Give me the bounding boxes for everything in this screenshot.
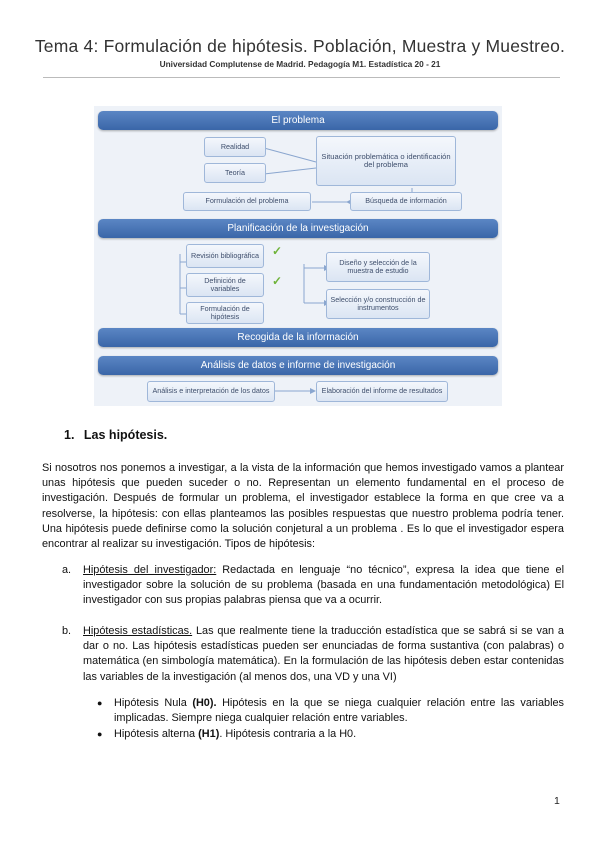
list-marker: b. bbox=[62, 625, 72, 637]
list-item-text: Las que realmente tiene la traducción estadística que se sabrá si se van a dar o no. Las hipótesis estadísticas pueden ser enunciadas de forma sustantiva (con palabras) o matemática (en simbología matemática). En la formulación de las hipótesis deben estar contenidas las variables de la investigación (al menos dos, una VD y una VI) bbox=[83, 625, 564, 683]
list-item-text: Redactada en lenguaje “no técnico”, expresa la idea que tiene el investigador sobre la solución de su problema (basada en una fundamentación metodológica) El investigador con sus propias palabras piensa que va a ocurrir. bbox=[83, 564, 565, 607]
bullet-bold: (H0). bbox=[192, 697, 217, 709]
bullet-pre: Hipótesis Nula bbox=[114, 697, 193, 709]
header-divider bbox=[43, 77, 560, 78]
list-item-b bbox=[62, 624, 564, 685]
check-icon: ✓ bbox=[272, 244, 283, 258]
bullet-h1 bbox=[97, 727, 564, 742]
bullet-post: . Hipótesis contraria a la H0. bbox=[219, 728, 357, 740]
section-title: Las hipótesis. bbox=[83, 428, 168, 442]
bullet-pre: Hipótesis alterna bbox=[114, 728, 199, 740]
document-subtitle: Universidad Complutense de Madrid. Pedagogía M1. Estadística 20 - 21 bbox=[159, 59, 441, 69]
box-situacion-problematica: Situación problemática o identificación del problema bbox=[316, 136, 456, 186]
box-seleccion-instrumentos: Selección y/o construcción de instrumentos bbox=[326, 289, 430, 319]
section-number: 1. bbox=[64, 428, 75, 442]
box-realidad: Realidad bbox=[204, 137, 266, 157]
box-elaboracion-informe: Elaboración del informe de resultados bbox=[316, 381, 448, 402]
stage-bar-data-collection: Recogida de la información bbox=[98, 328, 498, 347]
document-title: Tema 4: Formulación de hipótesis. Población, Muestra y Muestreo. bbox=[34, 36, 566, 56]
bullet-icon: ● bbox=[97, 729, 103, 739]
stage-bar-analysis: Análisis de datos e informe de investigación bbox=[98, 356, 498, 375]
bullet-post: Hipótesis en la que se niega cualquier relación entre las variables implicadas. Siempre niega cualquier relación entre variables. bbox=[114, 697, 564, 725]
stage-bar-planning: Planificación de la investigación bbox=[98, 219, 498, 238]
bullet-bold: (H1) bbox=[198, 728, 220, 740]
box-analisis-interpretacion: Análisis e interpretación de los datos bbox=[147, 381, 275, 402]
check-icon: ✓ bbox=[272, 274, 283, 288]
section-heading bbox=[64, 428, 167, 442]
bullet-h0 bbox=[97, 696, 564, 726]
box-revision-bibliografica: Revisión bibliográfica bbox=[186, 244, 264, 268]
box-diseno-muestra: Diseño y selección de la muestra de estudio bbox=[326, 252, 430, 282]
research-process-diagram bbox=[94, 106, 502, 406]
list-item-a bbox=[62, 563, 565, 609]
list-item-term: Hipótesis del investigador: bbox=[83, 564, 217, 576]
list-item-term: Hipótesis estadísticas. bbox=[83, 625, 193, 637]
intro-paragraph: Si nosotros nos ponemos a investigar, a la vista de la información que hemos investigado vamos a plantear unas hipótesis que pueden suceder o no. Representan un elemento fundamental en el proceso de investigación. Después de formular un problema, el investigador establece la forma en que cree va a resolverse, la hipótesis: con ellas planteamos las posibles respuestas que nuestro problema podría tener. Una hipótesis puede definirse como la solución conjetural a un problema . Es lo que el investigador espera encontrar al realizar su investigación. Tipos de hipótesis: bbox=[42, 462, 564, 551]
page-number: 1 bbox=[554, 795, 560, 807]
list-marker: a. bbox=[62, 564, 72, 576]
box-formulacion-hipotesis: Formulación de hipótesis bbox=[186, 302, 264, 324]
box-formulacion-problema: Formulación del problema bbox=[183, 192, 311, 211]
box-busqueda-informacion: Búsqueda de información bbox=[350, 192, 462, 211]
box-teoria: Teoría bbox=[204, 163, 266, 183]
box-definicion-variables: Definición de variables bbox=[186, 273, 264, 297]
bullet-icon: ● bbox=[97, 698, 103, 708]
stage-bar-problem: El problema bbox=[98, 111, 498, 130]
